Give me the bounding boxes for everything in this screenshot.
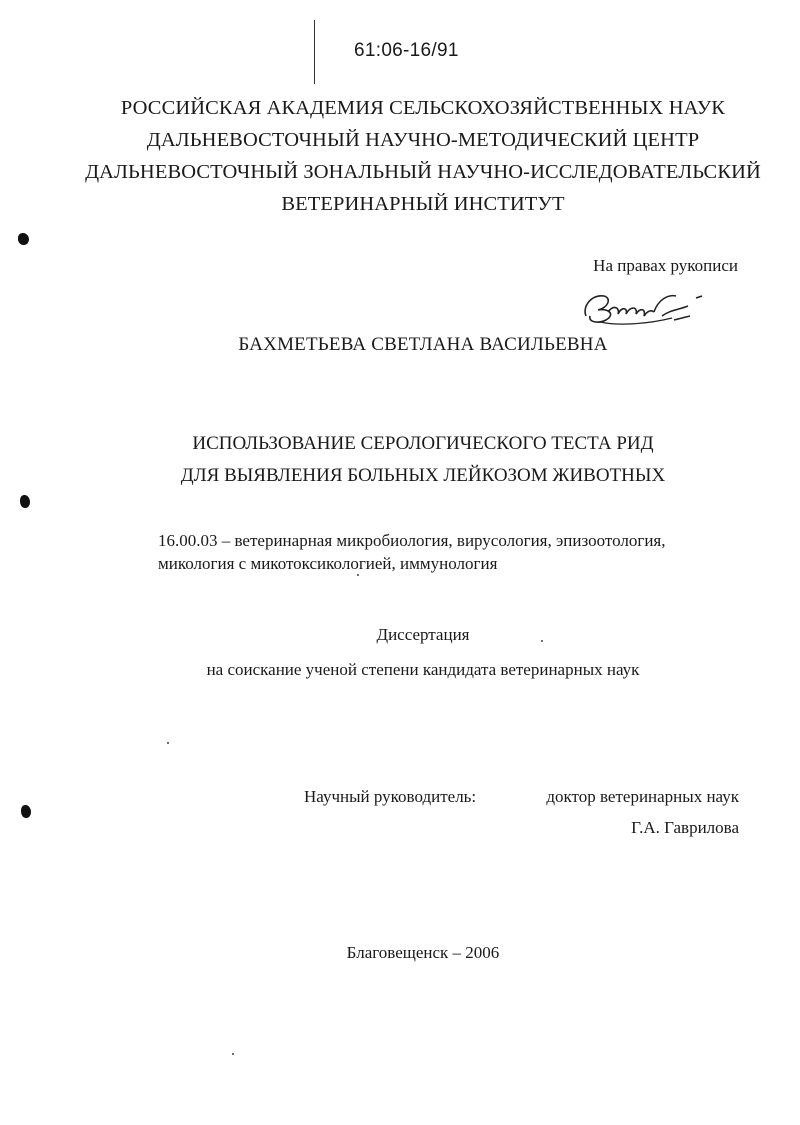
scan-speck — [232, 1053, 234, 1055]
title-line: ДЛЯ ВЫЯВЛЕНИЯ БОЛЬНЫХ ЛЕЙКОЗОМ ЖИВОТНЫХ — [180, 465, 666, 486]
city-year: Благовещенск – 2006 — [346, 943, 500, 962]
scan-line — [314, 20, 315, 84]
title-line: ИСПОЛЬЗОВАНИЕ СЕРОЛОГИЧЕСКОГО ТЕСТА РИД — [192, 433, 654, 454]
dissertation-title — [0, 428, 800, 492]
punch-hole — [21, 805, 31, 818]
manuscript-note: На правах рукописи — [593, 256, 738, 275]
supervisor-name: Г.А. Гаврилова — [631, 818, 739, 837]
supervisor-degree: доктор ветеринарных наук — [546, 787, 739, 806]
institution-header — [0, 92, 800, 220]
punch-hole — [20, 495, 30, 508]
catalog-number: 61:06-16/91 — [354, 40, 459, 61]
dissertation-purpose: на соискание ученой степени кандидата ветеринарных наук — [206, 660, 640, 679]
supervisor-role: Научный руководитель: — [304, 787, 477, 806]
scan-speck — [167, 742, 169, 744]
specialty-line: 16.00.03 – ветеринарная микробиология, вирусология, эпизоотология, — [158, 531, 666, 550]
dissertation-type: Диссертация — [376, 625, 470, 644]
author-name: БАХМЕТЬЕВА СВЕТЛАНА ВАСИЛЬЕВНА — [238, 334, 608, 355]
institution-line: ДАЛЬНЕВОСТОЧНЫЙ ЗОНАЛЬНЫЙ НАУЧНО-ИССЛЕДОВАТЕЛЬСКИЙ — [85, 161, 761, 183]
punch-hole — [18, 233, 29, 245]
institution-line: ДАЛЬНЕВОСТОЧНЫЙ НАУЧНО-МЕТОДИЧЕСКИЙ ЦЕНТР — [146, 129, 700, 151]
signature-text: Бахм — [578, 286, 581, 287]
institution-line: ВЕТЕРИНАРНЫЙ ИНСТИТУТ — [281, 193, 565, 215]
author-signature — [578, 286, 708, 332]
specialty-line: микология с микотоксикологией, иммунология — [158, 554, 498, 573]
specialty-code — [158, 529, 748, 575]
institution-line: РОССИЙСКАЯ АКАДЕМИЯ СЕЛЬСКОХОЗЯЙСТВЕННЫХ НАУК — [120, 97, 726, 119]
